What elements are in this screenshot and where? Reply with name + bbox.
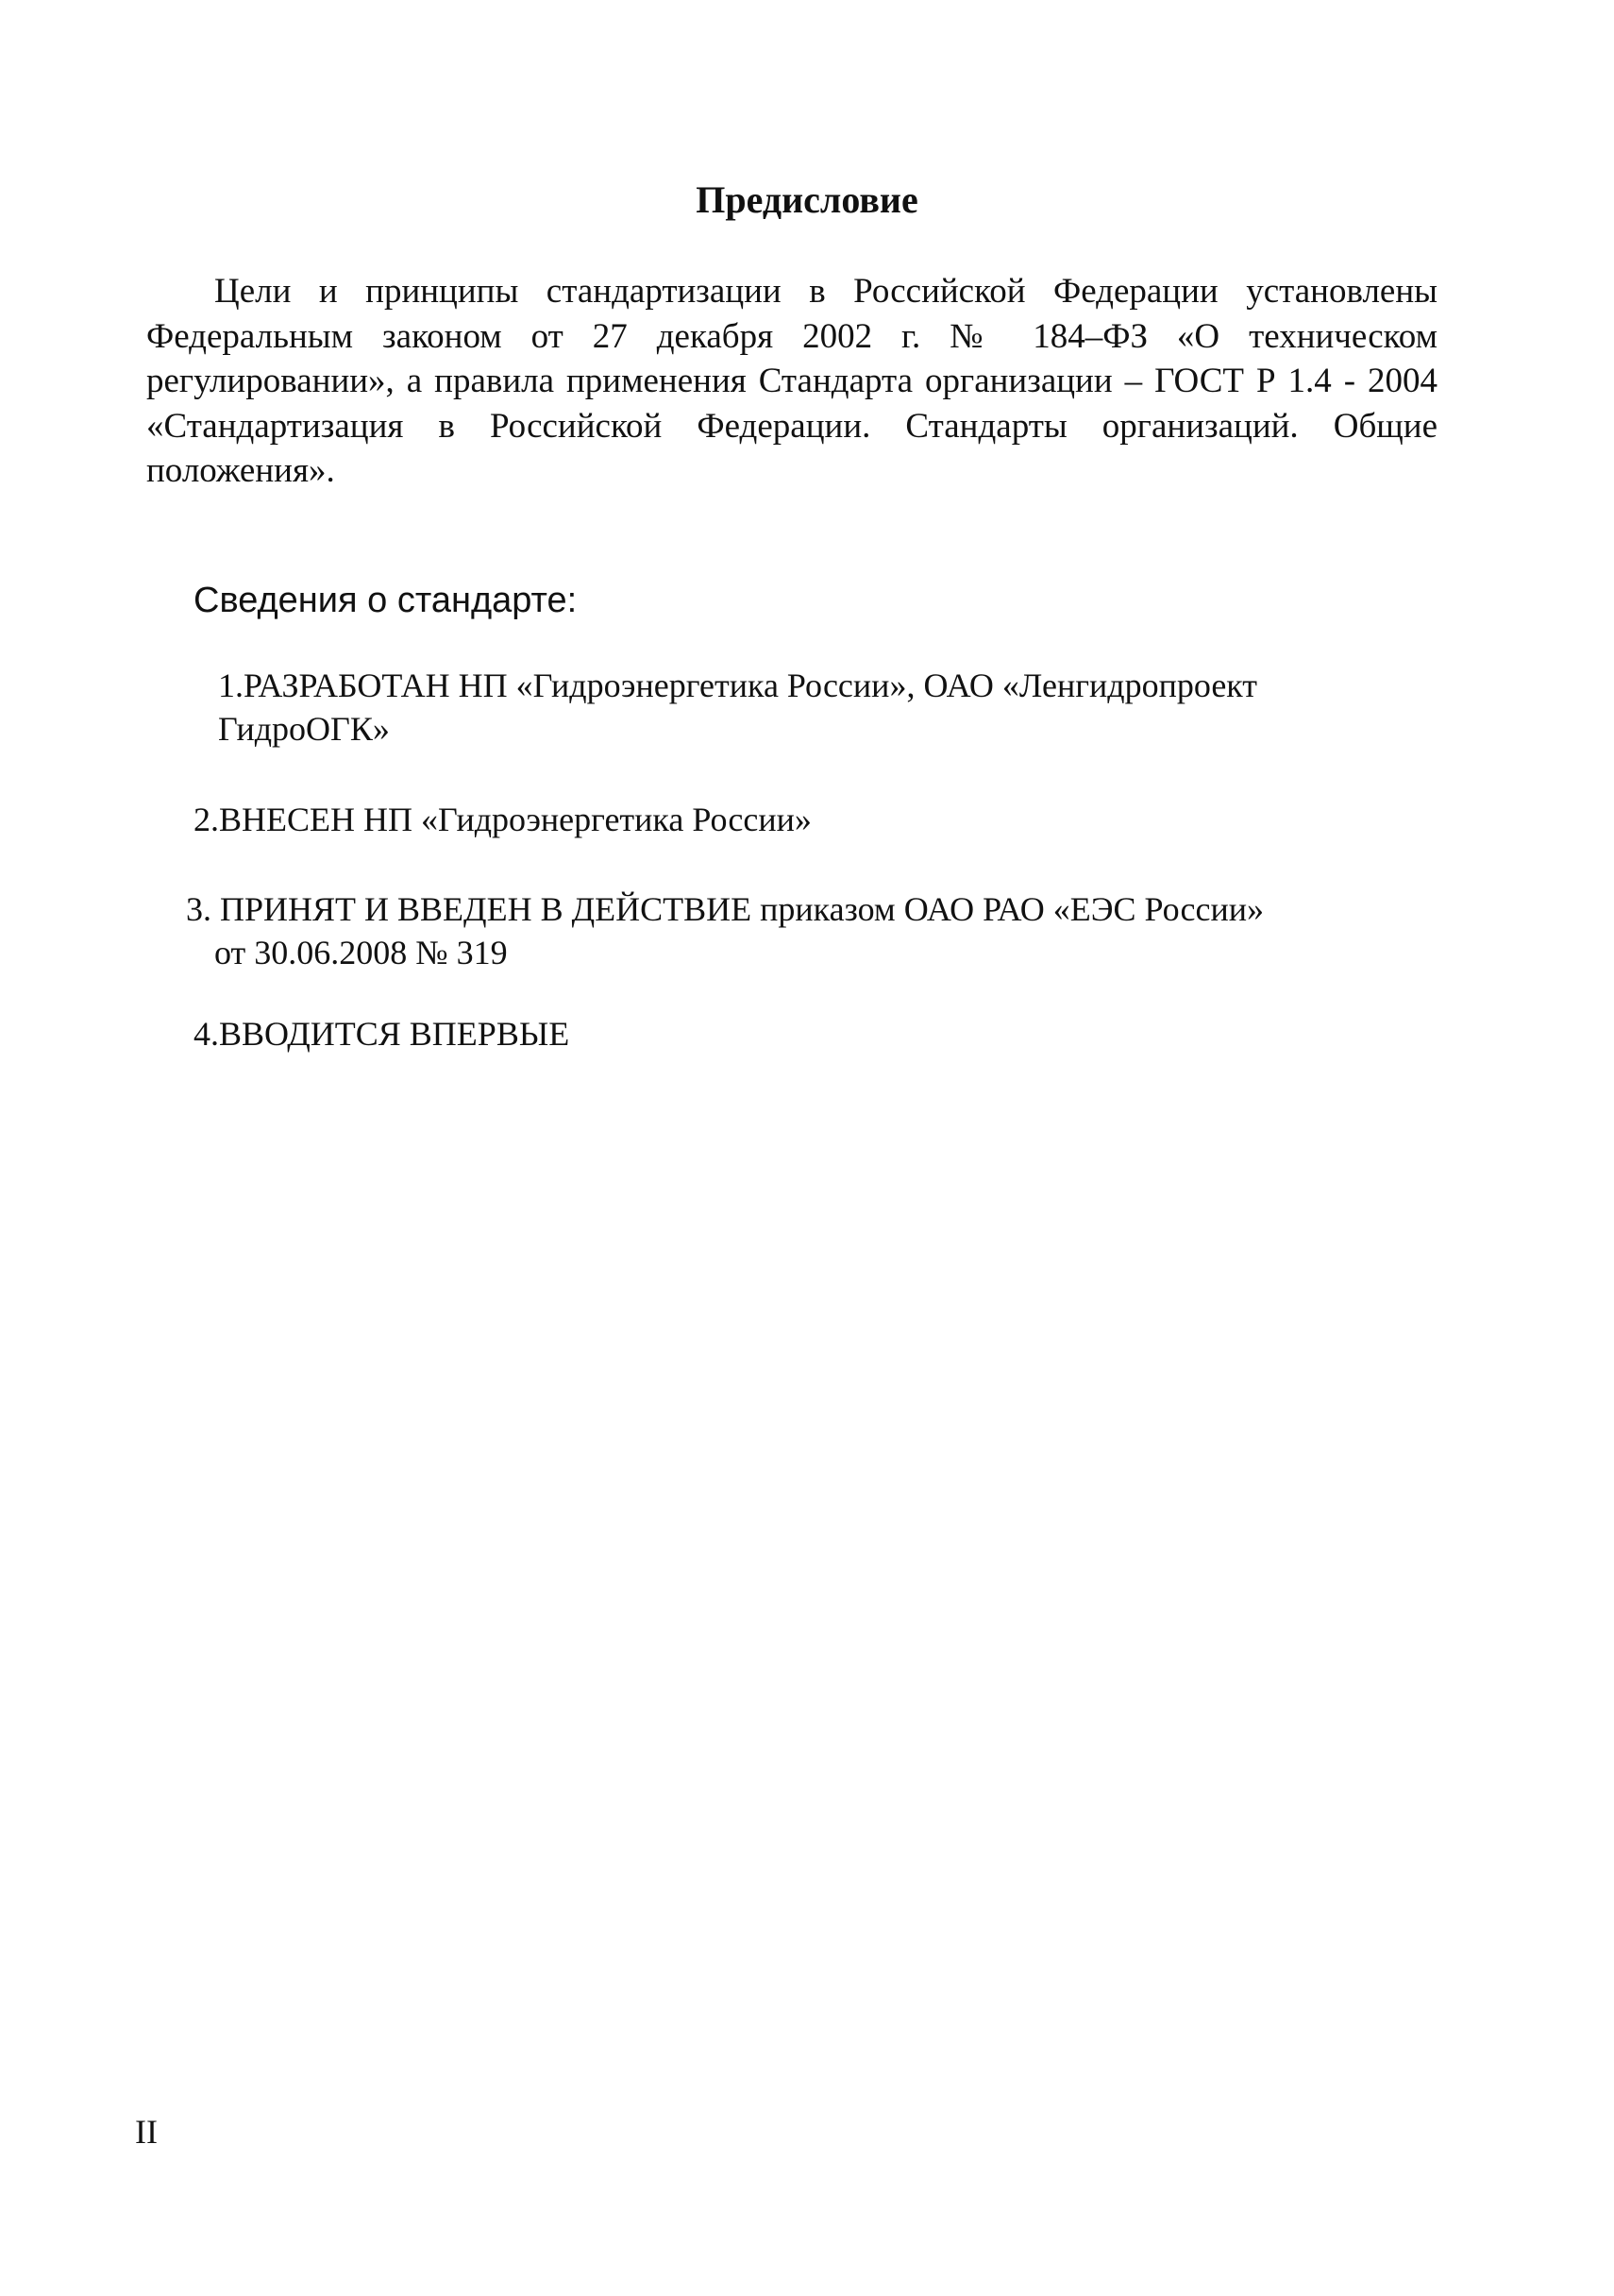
info-item-submitted (193, 798, 1439, 841)
page-title: Предисловие (696, 178, 918, 221)
standard-info-heading: Сведения о стандарте: (193, 581, 578, 620)
info-item-line: 1.РАЗРАБОТАН НП «Гидроэнергетика России», ОАО «Ленгидропроект (218, 667, 1258, 704)
page-number: II (135, 2113, 158, 2151)
intro-paragraph: Цели и принципы стандартизации в Российской Федерации установлены Федеральным законом от 27 декабря 2002 г. № 184–ФЗ «О техническом регулировании», а правила применения Стандарта организации – ГОСТ Р 1.4 - 2004 «Стандартизация в Российской Федерации. Стандарты организаций. Общие положения». (146, 272, 1437, 490)
info-item-line: 3. ПРИНЯТ И ВВЕДЕН В ДЕЙСТВИЕ приказом ОАО РАО «ЕЭС России» (186, 890, 1264, 928)
info-item-line: 2.ВНЕСЕН НП «Гидроэнергетика России» (193, 801, 812, 838)
info-item-developed (201, 664, 1447, 751)
info-item-first-introduced (193, 1012, 1439, 1055)
info-item-line-continued: от 30.06.2008 № 319 (214, 934, 508, 971)
info-item-line-continued: ГидроОГК» (218, 710, 390, 748)
info-item-adopted (186, 887, 1451, 974)
info-item-line: 4.ВВОДИТСЯ ВПЕРВЫЕ (193, 1015, 570, 1053)
